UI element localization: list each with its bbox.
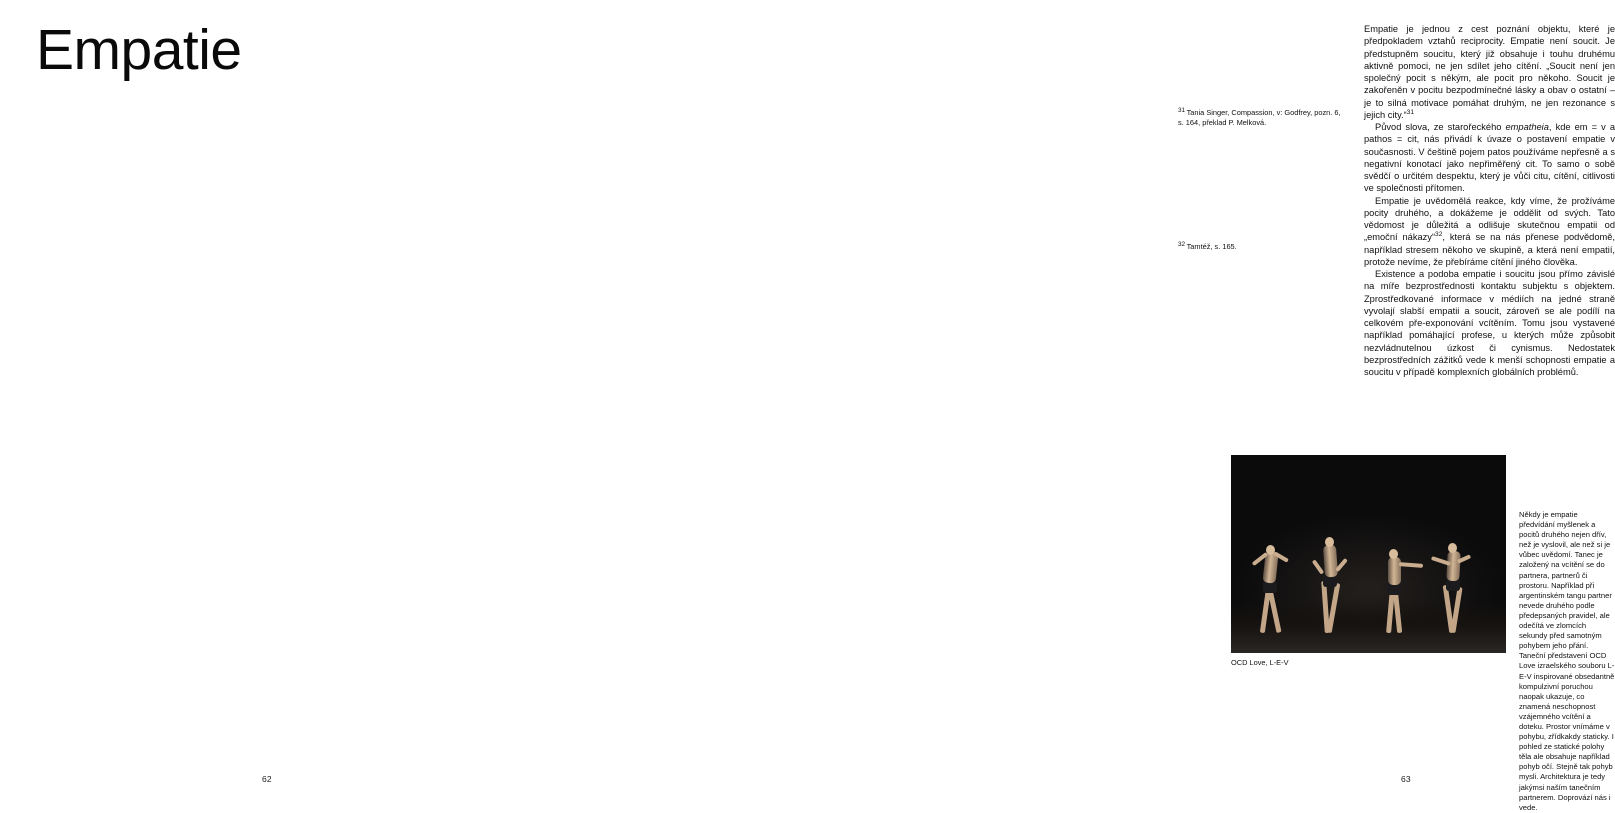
paragraph-1 <box>1364 23 1615 121</box>
left-page <box>0 0 570 800</box>
footnote-number: 32 <box>1178 240 1186 248</box>
folio-right: 63 <box>1401 774 1411 784</box>
footnote-text: Tania Singer, Compassion, v: Godfrey, pozn. 6, s. 164, překlad P. Melková. <box>1178 108 1341 127</box>
side-column-paragraph: Někdy je empatie předvídání myšlenek a pocitů druhého nejen dřív, než je vyslovil, ale než si je vůbec uvědomí. Tanec je založený na vcítění se do partnera, partnerů či prostoru. Například při argentinském tangu partner nevede druhého podle předepsaných pravidel, ale odečítá ve zlomcích sekundy před samotným pohybem jeho přání. Taneční představení OCD Love izraelského souboru L-E-V inspirované obsedantně kompulzivní poruchou naopak ukazuje, co znamená neschopnost vzájemného vcítění a doteku. Prostor vnímáme v pohybu, zřídkakdy staticky. I pohled ze statické polohy těla ale obsahuje například pohyb očí. Stejně tak pohyb mysli. Architektura je tedy jakýmsi naším tanečním partnerem. Doprovází nás i vede. <box>1519 510 1615 812</box>
photo-caption: OCD Love, L-E-V <box>1231 658 1289 667</box>
paragraph-3-text: Empatie je uvědomělá reakce, kdy víme, že prožíváme pocity druhého, a dokážeme je oddělit od svých. Tato vědomost je důležitá a odlišuje skutečnou empatii od „emoční nákazy“$^{32}$, která se na nás přenese podvědomě, například stresem někoho ve skupině, a která není empatií, protože nevíme, že přebíráme cítění jiného člověka. <box>1364 195 1615 267</box>
footnote-32 <box>1178 242 1346 252</box>
footnote-ref-31: 31 <box>1406 108 1415 116</box>
page-title: Empatie <box>36 18 242 82</box>
paragraph-3 <box>1364 195 1615 269</box>
paragraph-1-text: Empatie je jednou z cest poznání objektu, které je předpokladem vztahů reciprocity. Empatie není soucit. Je předstupněm soucitu, který již obsahuje i touhu druhému aktivně pomoci, ne jen sdílet jeho cítění. „Soucit není jen společný pocit s někým, ale pocit pro někoho. Soucit je zakořeněn v pocitu bezpodmínečné lásky a obav o ostatní – je to silná motivace pomáhat druhým, ne jen rezonance s jejich city.“ <box>1364 24 1615 120</box>
photo-block <box>1231 455 1506 668</box>
footnote-31 <box>1178 108 1346 127</box>
side-text-column <box>1519 510 1615 813</box>
paragraph-2-text: Původ slova, ze starořeckého empatheia, kde em = v a pathos = cit, nás přivádí k úvaze o postavení empatie v současnosti. V češtině pojem patos používáme nepřesně a s negativní konotací jako nepřiměřený cit. To samo o sobě svědčí o určitém despektu, který je vůči citu, cítění, citlivosti ve společnosti přítomen. <box>1364 122 1615 194</box>
right-page <box>569 0 1615 812</box>
footnote-text: Tamtéž, s. 165. <box>1186 242 1237 251</box>
dance-performance-photo <box>1231 455 1506 653</box>
footnote-number: 31 <box>1178 106 1186 114</box>
paragraph-4-text: Existence a podoba empatie i soucitu jsou přímo závislé na míře bezprostřednosti kontaktu subjektu s objektem. Zprostředkované informace v médiích na jedné straně vyvolají slabší empatii a soucit, zároveň se ale podílí na celkovém pře-exponování vcítěním. Tomu jsou vystavené například pomáhající profese, u kterých může způsobit nezvládnutelnou úzkost či cynismus. Nedostatek bezprostředních zážitků vede k menší schopnosti empatie a soucitu v případě komplexních globálních problémů. <box>1364 269 1615 377</box>
paragraph-2 <box>1364 121 1615 195</box>
body-text-column <box>1364 23 1615 378</box>
folio-left: 62 <box>262 774 272 784</box>
paragraph-4 <box>1364 268 1615 378</box>
